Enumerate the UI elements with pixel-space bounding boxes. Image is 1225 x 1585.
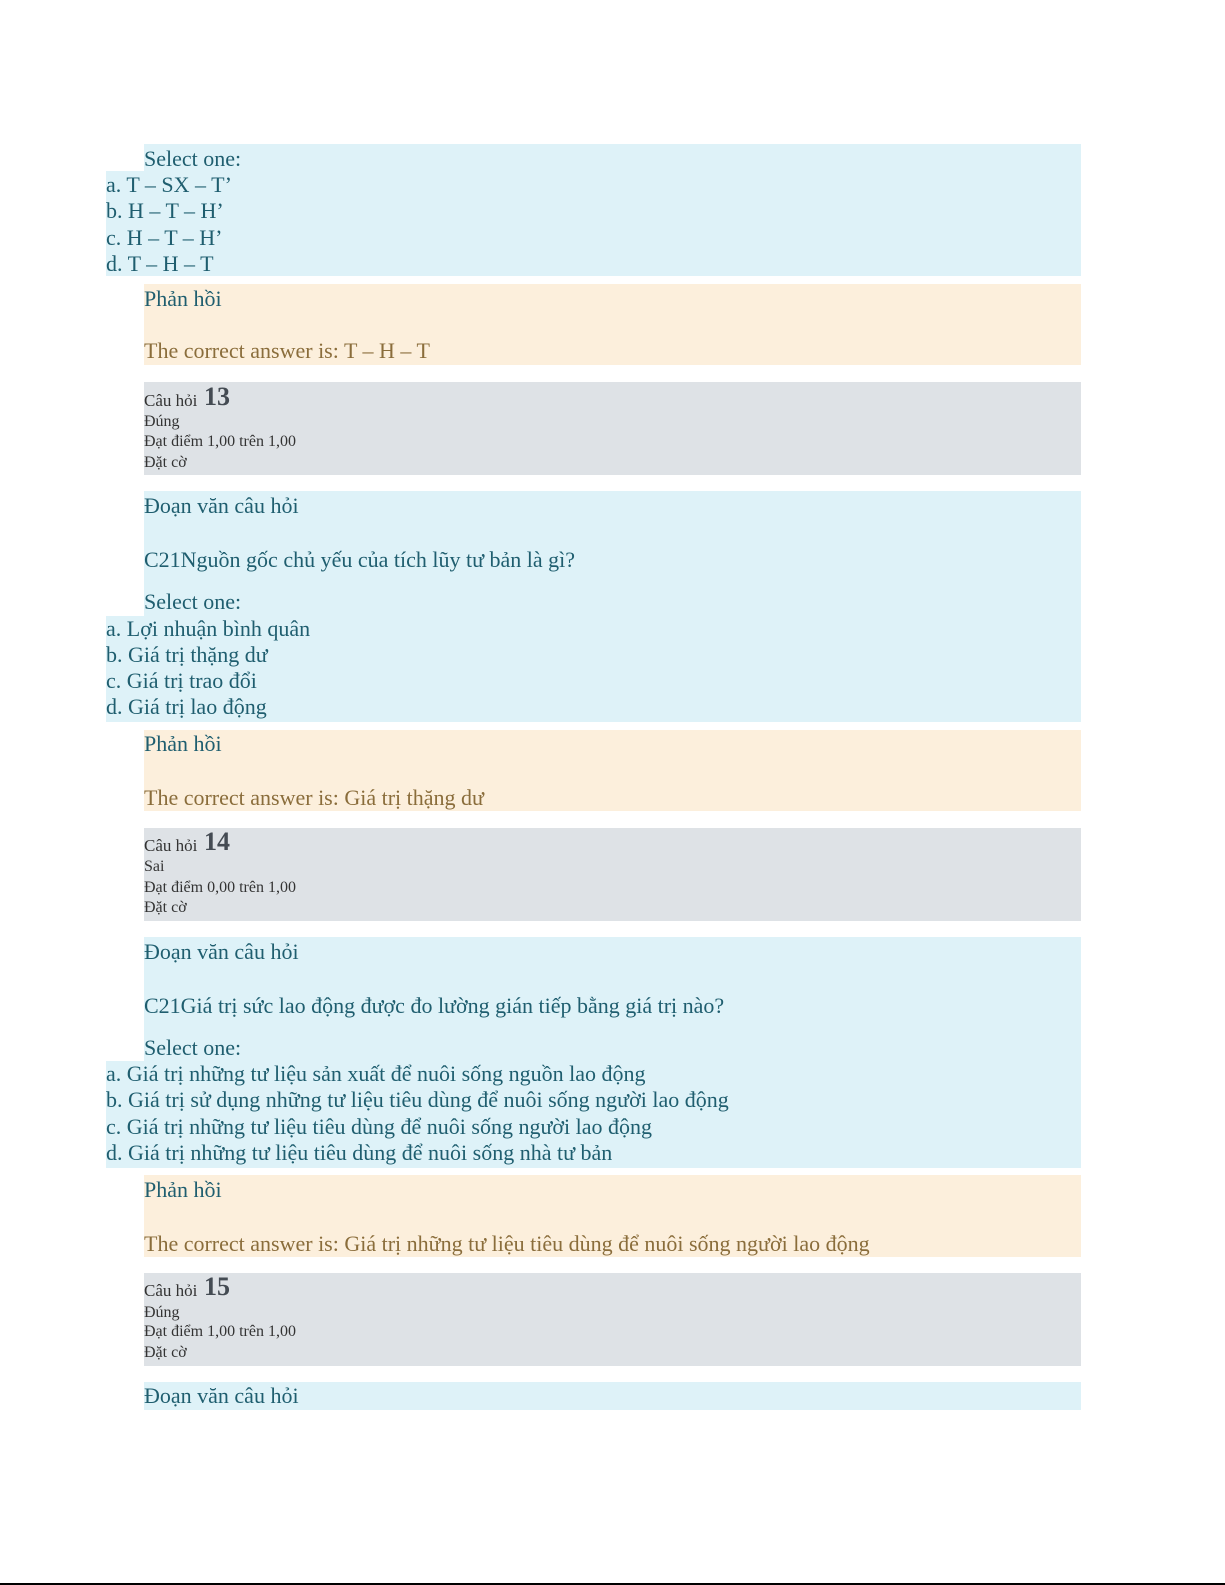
q14-score: Đạt điểm 0,00 trên 1,00: [144, 879, 296, 896]
q13-select-label: Select one:: [144, 589, 242, 614]
q15-flag[interactable]: Đặt cờ: [144, 1344, 187, 1361]
q13-option-c[interactable]: c. Giá trị trao đổi: [106, 668, 257, 693]
q13-question-text: C21Nguồn gốc chủ yếu của tích lũy tư bản là gì?: [144, 547, 576, 572]
q14-correct-answer: The correct answer is: Giá trị những tư liệu tiêu dùng để nuôi sống người lao động: [144, 1231, 870, 1256]
q15-label: Câu hỏi: [144, 1281, 198, 1300]
q14-feedback-title: Phản hồi: [144, 1177, 222, 1202]
q14-flag[interactable]: Đặt cờ: [144, 899, 187, 916]
q13-feedback: [144, 730, 1081, 811]
q14-option-b[interactable]: b. Giá trị sử dụng những tư liệu tiêu dùng để nuôi sống người lao động: [106, 1087, 729, 1112]
q12-option-c[interactable]: c. H – T – H’: [106, 225, 223, 250]
q12-options-block: [106, 144, 1081, 276]
q13-feedback-title: Phản hồi: [144, 731, 222, 756]
q15-text-title: Đoạn văn câu hỏi: [144, 1383, 299, 1408]
q14-status: Sai: [144, 858, 165, 875]
q15-number: 15: [204, 1272, 230, 1301]
q12-option-b[interactable]: b. H – T – H’: [106, 198, 224, 223]
q13-label: Câu hỏi: [144, 391, 198, 410]
q13-option-d[interactable]: d. Giá trị lao động: [106, 694, 267, 719]
q13-flag[interactable]: Đặt cờ: [144, 454, 187, 471]
q13-status: Đúng: [144, 413, 180, 430]
q14-text-title: Đoạn văn câu hỏi: [144, 939, 299, 964]
q13-info: [144, 382, 1081, 475]
q13-question-block: [106, 491, 1081, 722]
q13-option-b[interactable]: b. Giá trị thặng dư: [106, 642, 268, 667]
q14-option-c[interactable]: c. Giá trị những tư liệu tiêu dùng để nuôi sống người lao động: [106, 1114, 653, 1139]
q14-option-d[interactable]: d. Giá trị những tư liệu tiêu dùng để nuôi sống nhà tư bản: [106, 1140, 613, 1165]
q13-option-a[interactable]: a. Lợi nhuận bình quân: [106, 616, 311, 641]
q14-question-block: [106, 937, 1081, 1168]
q12-option-d[interactable]: d. T – H – T: [106, 251, 214, 276]
q15-info: [144, 1273, 1081, 1366]
q14-select-label: Select one:: [144, 1035, 242, 1060]
q13-number: 13: [204, 382, 230, 411]
q15-score: Đạt điểm 1,00 trên 1,00: [144, 1323, 296, 1340]
q14-question-text: C21Giá trị sức lao động được đo lường gián tiếp bằng giá trị nào?: [144, 993, 725, 1018]
q13-correct-answer: The correct answer is: Giá trị thặng dư: [144, 785, 484, 810]
q12-feedback: [144, 284, 1081, 365]
q14-number: 14: [204, 827, 230, 856]
q12-select-label: Select one:: [144, 146, 242, 171]
q15-question-block: [144, 1382, 1081, 1410]
q13-score: Đạt điểm 1,00 trên 1,00: [144, 433, 296, 450]
q12-feedback-title: Phản hồi: [144, 286, 222, 311]
q13-text-title: Đoạn văn câu hỏi: [144, 493, 299, 518]
q15-status: Đúng: [144, 1304, 180, 1321]
q14-option-a[interactable]: a. Giá trị những tư liệu sản xuất để nuôi sống nguồn lao động: [106, 1061, 646, 1086]
q12-correct-answer: The correct answer is: T – H – T: [144, 338, 430, 363]
q14-label: Câu hỏi: [144, 836, 198, 855]
q14-feedback: [144, 1175, 1081, 1257]
q14-info: [144, 828, 1081, 921]
q12-option-a[interactable]: a. T – SX – T’: [106, 172, 232, 197]
